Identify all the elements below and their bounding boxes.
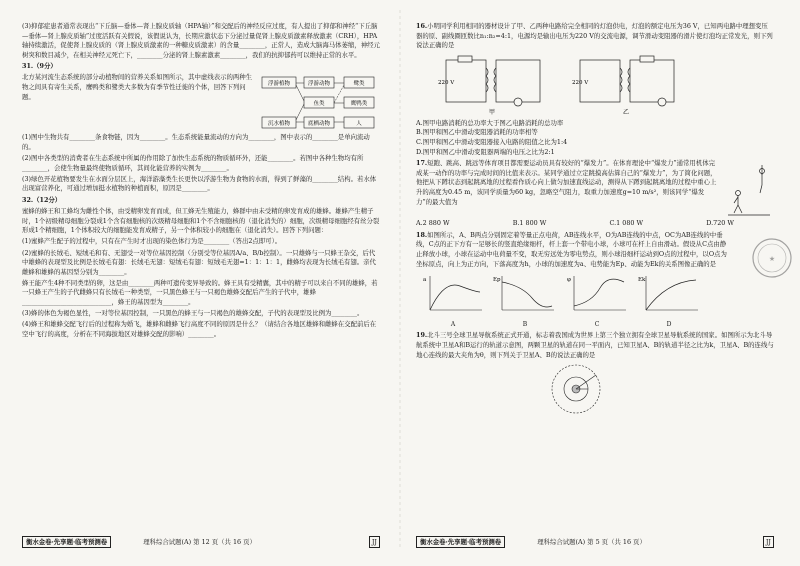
circuit-figures: [436, 54, 774, 116]
question-text: 如图所示，A、B两点分别固定着等量正点电荷，AB连线水平，O为AB连线的中点，OC为AB连线的中垂线，C点的正下方有一足够长的竖直绝缘细杆，杆上套一个带电小球，小球可在杆上自由滑动。假设从C点由静止释放小球，小球在运动中电荷量不变，取无穷远处为零电势点，则小球沿细杆运动到O点的过程中，以O点为坐标原点，向上为正方向，下落高度为h，小球的加速度为a、电势能为Ep、动能为Ek的关系图像正确的是: [416, 230, 727, 268]
page-number: 理科综合试题(A) 第 5 页（共 16 页）: [537, 538, 646, 546]
graph-letter: B: [522, 320, 528, 328]
option-d: D.720 W: [706, 219, 734, 228]
exam-brand-badge: 衡水金卷·先享题·临考预测卷: [416, 536, 505, 548]
food-web-node-label: 浮游动物: [307, 81, 331, 88]
edition-tag: JJ: [369, 536, 380, 548]
paragraph: 蜜蜂的蜂王和工蜂均为雌性个体，由受精卵发育而成，但工蜂无生殖能力，蜂群中由未受精的卵发育成的雄蜂。雄蜂产生精子时，1个初级精母细胞分裂成1个含有细胞核的次级精母细胞和1个不含细胞核的（退化消失的）细胞，次级精母细胞经有丝分裂形成1个精细胞，1个体积较大的细胞能发育成精子，另一个体积较小的细胞在（退化消失）。回答下列问题：: [22, 207, 380, 235]
paragraph: 蜂王能产生4种不同类型的卵，这是由________两种可遗传变异导致的。蜂王具有受精囊，其中的精子可以来自不同的雄蜂，若一只蜂王产生的子代雌蜂只有长绒毛一种类型，一只黑色蜂王与一只褐色雄蜂交配后产生的子代中，雄蜂____________________________，蜂王的基因型为________。: [22, 278, 378, 306]
paragraph: (1)图中生物共有________条食物链，因为________。生态系统能量流动的方向为________，图中表示的________是单向流动的。: [22, 133, 370, 152]
q17-options: [416, 219, 774, 229]
question-number: 17.: [416, 159, 428, 168]
source-voltage-label: 220 V: [572, 79, 589, 86]
food-web-node-label: 人: [356, 121, 362, 128]
option-c: C.1 080 W: [609, 219, 644, 228]
option-a: A.2 880 W: [416, 219, 450, 228]
question-text: 短跑、跳高、跳远等体育项目都需要运动员具有较好的“爆发力”。在体育理论中“爆发力”通常用机体完成某一动作的功率与完成时间的比值来表示。某同学通过立定跳摸高估算自己的“爆发力”，为了简化问题，他把从下蹲状态到起跳离地的过程看作质心向上做匀加速直线运动，测得从下蹲到起跳离地的过程中重心上升的高度为0.45 m，该同学质量为60 kg，忽略空气阻力，取重力加速度g=10 m/s²，则该同学“爆发力”的最大值为: [416, 159, 717, 206]
paragraph: (4)蜂王和雄蜂交配飞行后的过程称为婚飞，雄蜂和雌蜂飞行高度不同的原因是什么？（请结合各地区雄蜂和雌蜂在交配前后在空中飞行的高度，分析在不同海拔地区对雄蜂交配的影响）________。: [22, 320, 377, 338]
left-footer: [22, 536, 380, 548]
graph-axis-label: Ek: [638, 277, 646, 284]
food-web-node-label: 浮游植物: [267, 81, 291, 88]
circuit-diagram-jia: [436, 54, 556, 116]
binding-gutter: [386, 10, 414, 550]
circuit-diagram-yi: [570, 54, 690, 116]
orbit-diagram: [536, 362, 616, 416]
option-c: C.图甲和图乙中滑动变阻器接入电路的阻值之比为1:4: [416, 137, 568, 146]
exam-brand-badge: 衡水金卷·先享题·临考预测卷: [22, 536, 111, 548]
question-number: 16.: [416, 22, 428, 30]
paragraph: (2)蜜蜂的长绒毛、短绒毛和有、无翅受一对等位基因控制（分别受等位基因A/a、B/b控制）。一只雄蜂与一只蜂王杂交，后代中雄蜂的表现型及比例是长绒毛有翅：长绒毛无翅：短绒毛有翅：短绒毛无翅=1：1：1：1，雌蜂均表现为长绒毛有翅。亲代雌蜂和雄蜂的基因型分别为________。: [22, 248, 376, 276]
page-number: 理科综合试题(A) 第 12 页（共 16 页）: [143, 538, 256, 546]
answer-graph-a: [420, 272, 486, 329]
jumper-figure: [724, 159, 774, 219]
graph-axis-label: a: [423, 277, 427, 284]
graph-letter: A: [450, 320, 456, 328]
question-heading: 32.（12分）: [22, 196, 62, 205]
food-web-node-label: 沉水植物: [267, 121, 291, 128]
source-voltage-label: 220 V: [438, 79, 455, 86]
question-text: 北斗三号全球卫星导航系统正式开通，标志着我国成为世界上第三个独立拥有全球卫星导航系统的国家。如图所示为北斗导航系统中卫星A和B运行的轨道示意图，两颗卫星的轨道在同一平面内，已知卫星A、B的轨道半径之比为k，卫星A、B的连线与地心连线的最大夹角为θ，则下列关于卫星A、B的说法正确的是: [416, 331, 774, 359]
paragraph: (3)蜂的体色为褐色显性，一对等位基因控制，一只黑色的蜂王与一只褐色的雄蜂交配，子代的表现型及比例为________。: [22, 309, 364, 318]
graph-letter: D: [666, 320, 672, 328]
graph-axis-label: Ep: [493, 277, 501, 284]
svg-text:★: ★: [768, 255, 776, 263]
question-text: 小明同学利用相同的器材设计了甲、乙两种电路给完全相同的灯泡供电，灯泡的额定电压为36 V，已知两电路中理想变压器的原、副线圈匝数比n₁:n₂=4:1，电源均是输出电压为220 V的交流电源，调节滑动变阻器的滑片使灯泡均正常发光，则下列说法正确的是: [416, 22, 773, 50]
graph-letter: C: [594, 320, 600, 328]
seal-stamp: [750, 236, 794, 280]
food-web-node-label: 鹭类: [353, 81, 365, 88]
left-page: [22, 22, 380, 542]
question-number: 18.: [416, 230, 428, 239]
option-a: A.图甲电路消耗的总功率大于图乙电路消耗的总功率: [416, 118, 564, 127]
paragraph: (2)图中各类型的消费者在生态系统中所属的作用除了加快生态系统的物质循环外，还能________。若图中各种生物均有所________，会使生物量最终使物质循环，其间化能营养的实例为________。: [22, 154, 364, 172]
paragraph: 北方某河流生态系统的部分动植物间的营养关系如图所示，其中虚线表示的两种生物之间具有寄生关系，鹰鸭类和鹭类大多数为有季节性迁徙的个体，回答下列问题。: [22, 73, 253, 101]
food-web-node-label: 鹰鸭类: [350, 101, 368, 108]
answer-graphs: [420, 272, 774, 329]
figure-caption: 甲: [488, 108, 496, 116]
figure-caption: 乙: [622, 108, 630, 116]
food-web-node-label: 鱼类: [313, 101, 325, 108]
graph-axis-label: φ: [567, 277, 571, 284]
right-page: [416, 22, 774, 542]
paragraph: (1)蜜蜂产生配子的过程中，只有在产生时才出现的染色体行为是________（答出2点即可）。: [22, 237, 282, 246]
question-heading: 31.（9分）: [22, 62, 57, 71]
answer-graph-b: [492, 272, 558, 329]
edition-tag: JJ: [763, 536, 774, 548]
right-footer: [416, 536, 774, 548]
paragraph: (3)抑郁症患者通常表现出“下丘脑—垂体—肾上腺皮质轴（HPA轴）”和交配后的神经反应过度，有人提出了抑郁和神经“下丘脑—垂体—肾上腺皮质轴”过度活跃有关假说，该假说认为，长期应激状态下分泌过量促肾上腺皮质激素释放激素（CRH），HPA轴持续激活，促使肾上腺皮质的（肾上腺皮质激素的一种糖皮质激素）的含量________，正常人，造成大脑海马体萎缩，神经元树突和数目减少，在相关神经元死亡下，________分泌的肾上腺素激素________，我们的抗抑郁药可以维持正常的水平。: [22, 22, 380, 59]
answer-graph-d: [636, 272, 702, 329]
question-number: 19.: [416, 331, 428, 340]
answer-graph-c: [564, 272, 630, 329]
option-b: B.1 800 W: [512, 219, 547, 228]
option-d: D.图甲和图乙中滑动变阻器两端的电压之比为2:1: [416, 147, 555, 156]
food-web-diagram: [260, 73, 380, 133]
option-b: B.图甲和图乙中滑动变阻器消耗的功率相等: [416, 128, 538, 137]
food-web-node-label: 底栖动物: [307, 121, 331, 128]
paragraph: (3)绿色开花植物要发生在水面分层区上，海洋游藻类生长更快以浮游生物为食物的水面，得到了鲜藻的________结构。若水体出现富营养化，可通过增加挺水植物的种植面积，原因是________。: [22, 174, 377, 193]
